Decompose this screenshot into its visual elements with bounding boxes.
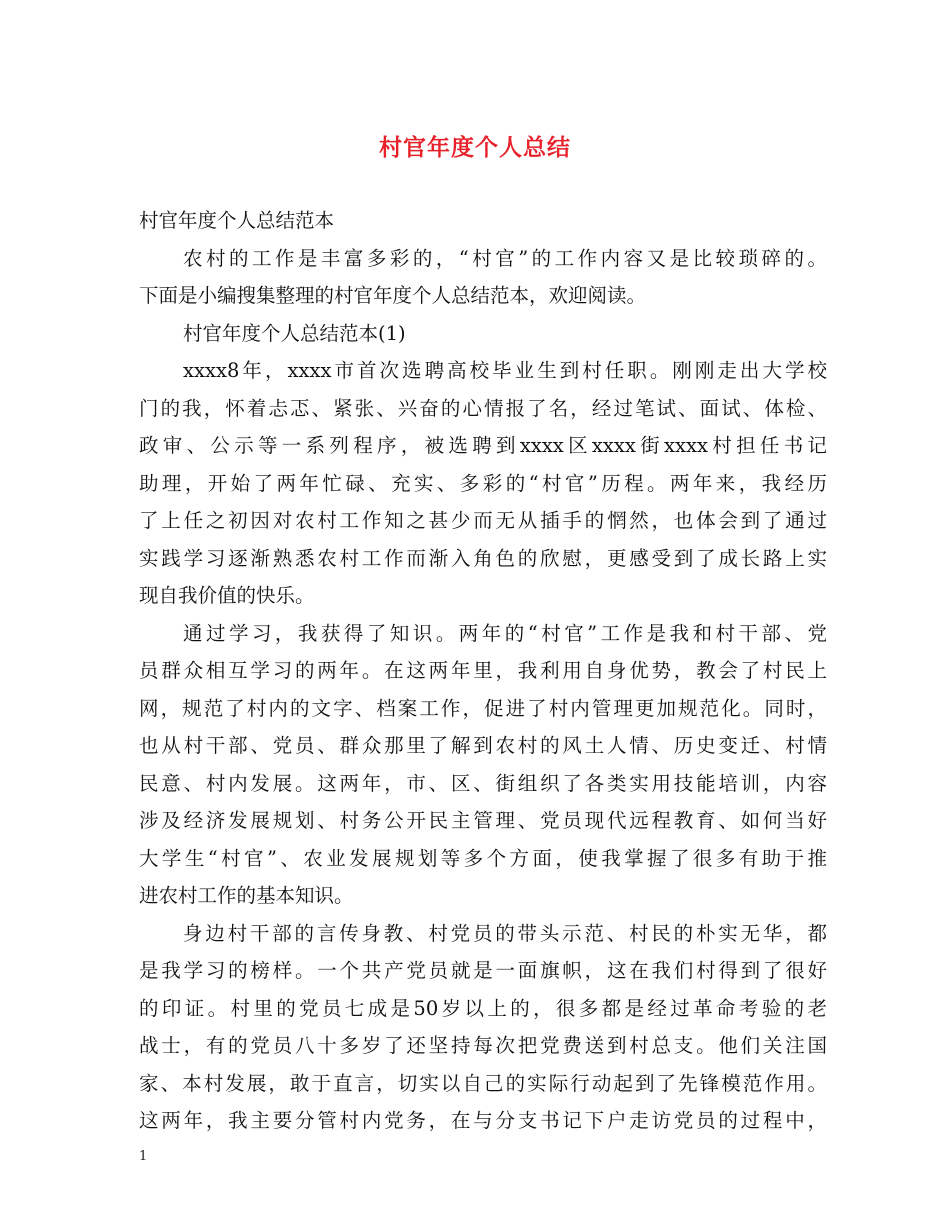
text-line: 网，规范了村内的文字、档案工作，促进了村内管理更加规范化。同时， xyxy=(139,696,827,720)
document-body xyxy=(139,202,827,1140)
text-line: 实践学习逐渐熟悉农村工作而渐入角色的欣慰，更感受到了成长路上实 xyxy=(139,546,827,570)
text-line: 身边村干部的言传身教、村党员的带头示范、村民的朴实无华，都 xyxy=(183,921,827,945)
text-line: 战士，有的党员八十多岁了还坚持每次把党费送到村总支。他们关注国 xyxy=(139,1034,827,1057)
page-number: 1 xyxy=(139,1149,148,1164)
text-line: 通过学习，我获得了知识。两年的“村官”工作是我和村干部、党 xyxy=(183,621,827,645)
text-line: 村官年度个人总结范本 xyxy=(139,209,335,232)
text-line: 现自我价值的快乐。 xyxy=(139,584,315,607)
text-line: 门的我，怀着忐忑、紧张、兴奋的心情报了名，经过笔试、面试、体检、 xyxy=(139,396,827,420)
document-title: 村官年度个人总结 xyxy=(379,134,571,161)
text-line: 大学生“村官”、农业发展规划等多个方面，使我掌握了很多有助于推 xyxy=(139,846,827,870)
text-line: 助理，开始了两年忙碌、充实、多彩的“村官”历程。两年来，我经历 xyxy=(139,471,827,495)
text-line: 村官年度个人总结范本(1) xyxy=(183,321,406,345)
text-line: 员群众相互学习的两年。在这两年里，我利用自身优势，教会了村民上 xyxy=(139,659,827,682)
text-line: 也从村干部、党员、群众那里了解到农村的风土人情、历史变迁、村情 xyxy=(139,734,827,757)
text-line: 涉及经济发展规划、村务公开民主管理、党员现代远程教育、如何当好 xyxy=(139,809,827,832)
text-line: 这两年，我主要分管村内党务，在与分支书记下户走访党员的过程中， xyxy=(139,1109,827,1132)
text-line: 进农村工作的基本知识。 xyxy=(139,884,354,907)
text-line: 下面是小编搜集整理的村官年度个人总结范本，欢迎阅读。 xyxy=(139,284,647,307)
text-line: 政审、公示等一系列程序，被选聘到xxxx区xxxx街xxxx村担任书记 xyxy=(139,434,827,457)
text-line: 农村的工作是丰富多彩的，“村官”的工作内容又是比较琐碎的。 xyxy=(183,246,827,270)
text-line: 家、本村发展，敢于直言，切实以自己的实际行动起到了先锋模范作用。 xyxy=(139,1071,827,1095)
text-line: xxxx8年，xxxx市首次选聘高校毕业生到村任职。刚刚走出大学校 xyxy=(183,359,827,382)
text-line: 了上任之初因对农村工作知之甚少而无从插手的惘然，也体会到了通过 xyxy=(139,509,827,532)
text-line: 民意、村内发展。这两年，市、区、街组织了各类实用技能培训，内容 xyxy=(139,771,827,795)
text-line: 的印证。村里的党员七成是50岁以上的，很多都是经过革命考验的老 xyxy=(139,996,827,1020)
text-line: 是我学习的榜样。一个共产党员就是一面旗帜，这在我们村得到了很好 xyxy=(139,959,827,982)
